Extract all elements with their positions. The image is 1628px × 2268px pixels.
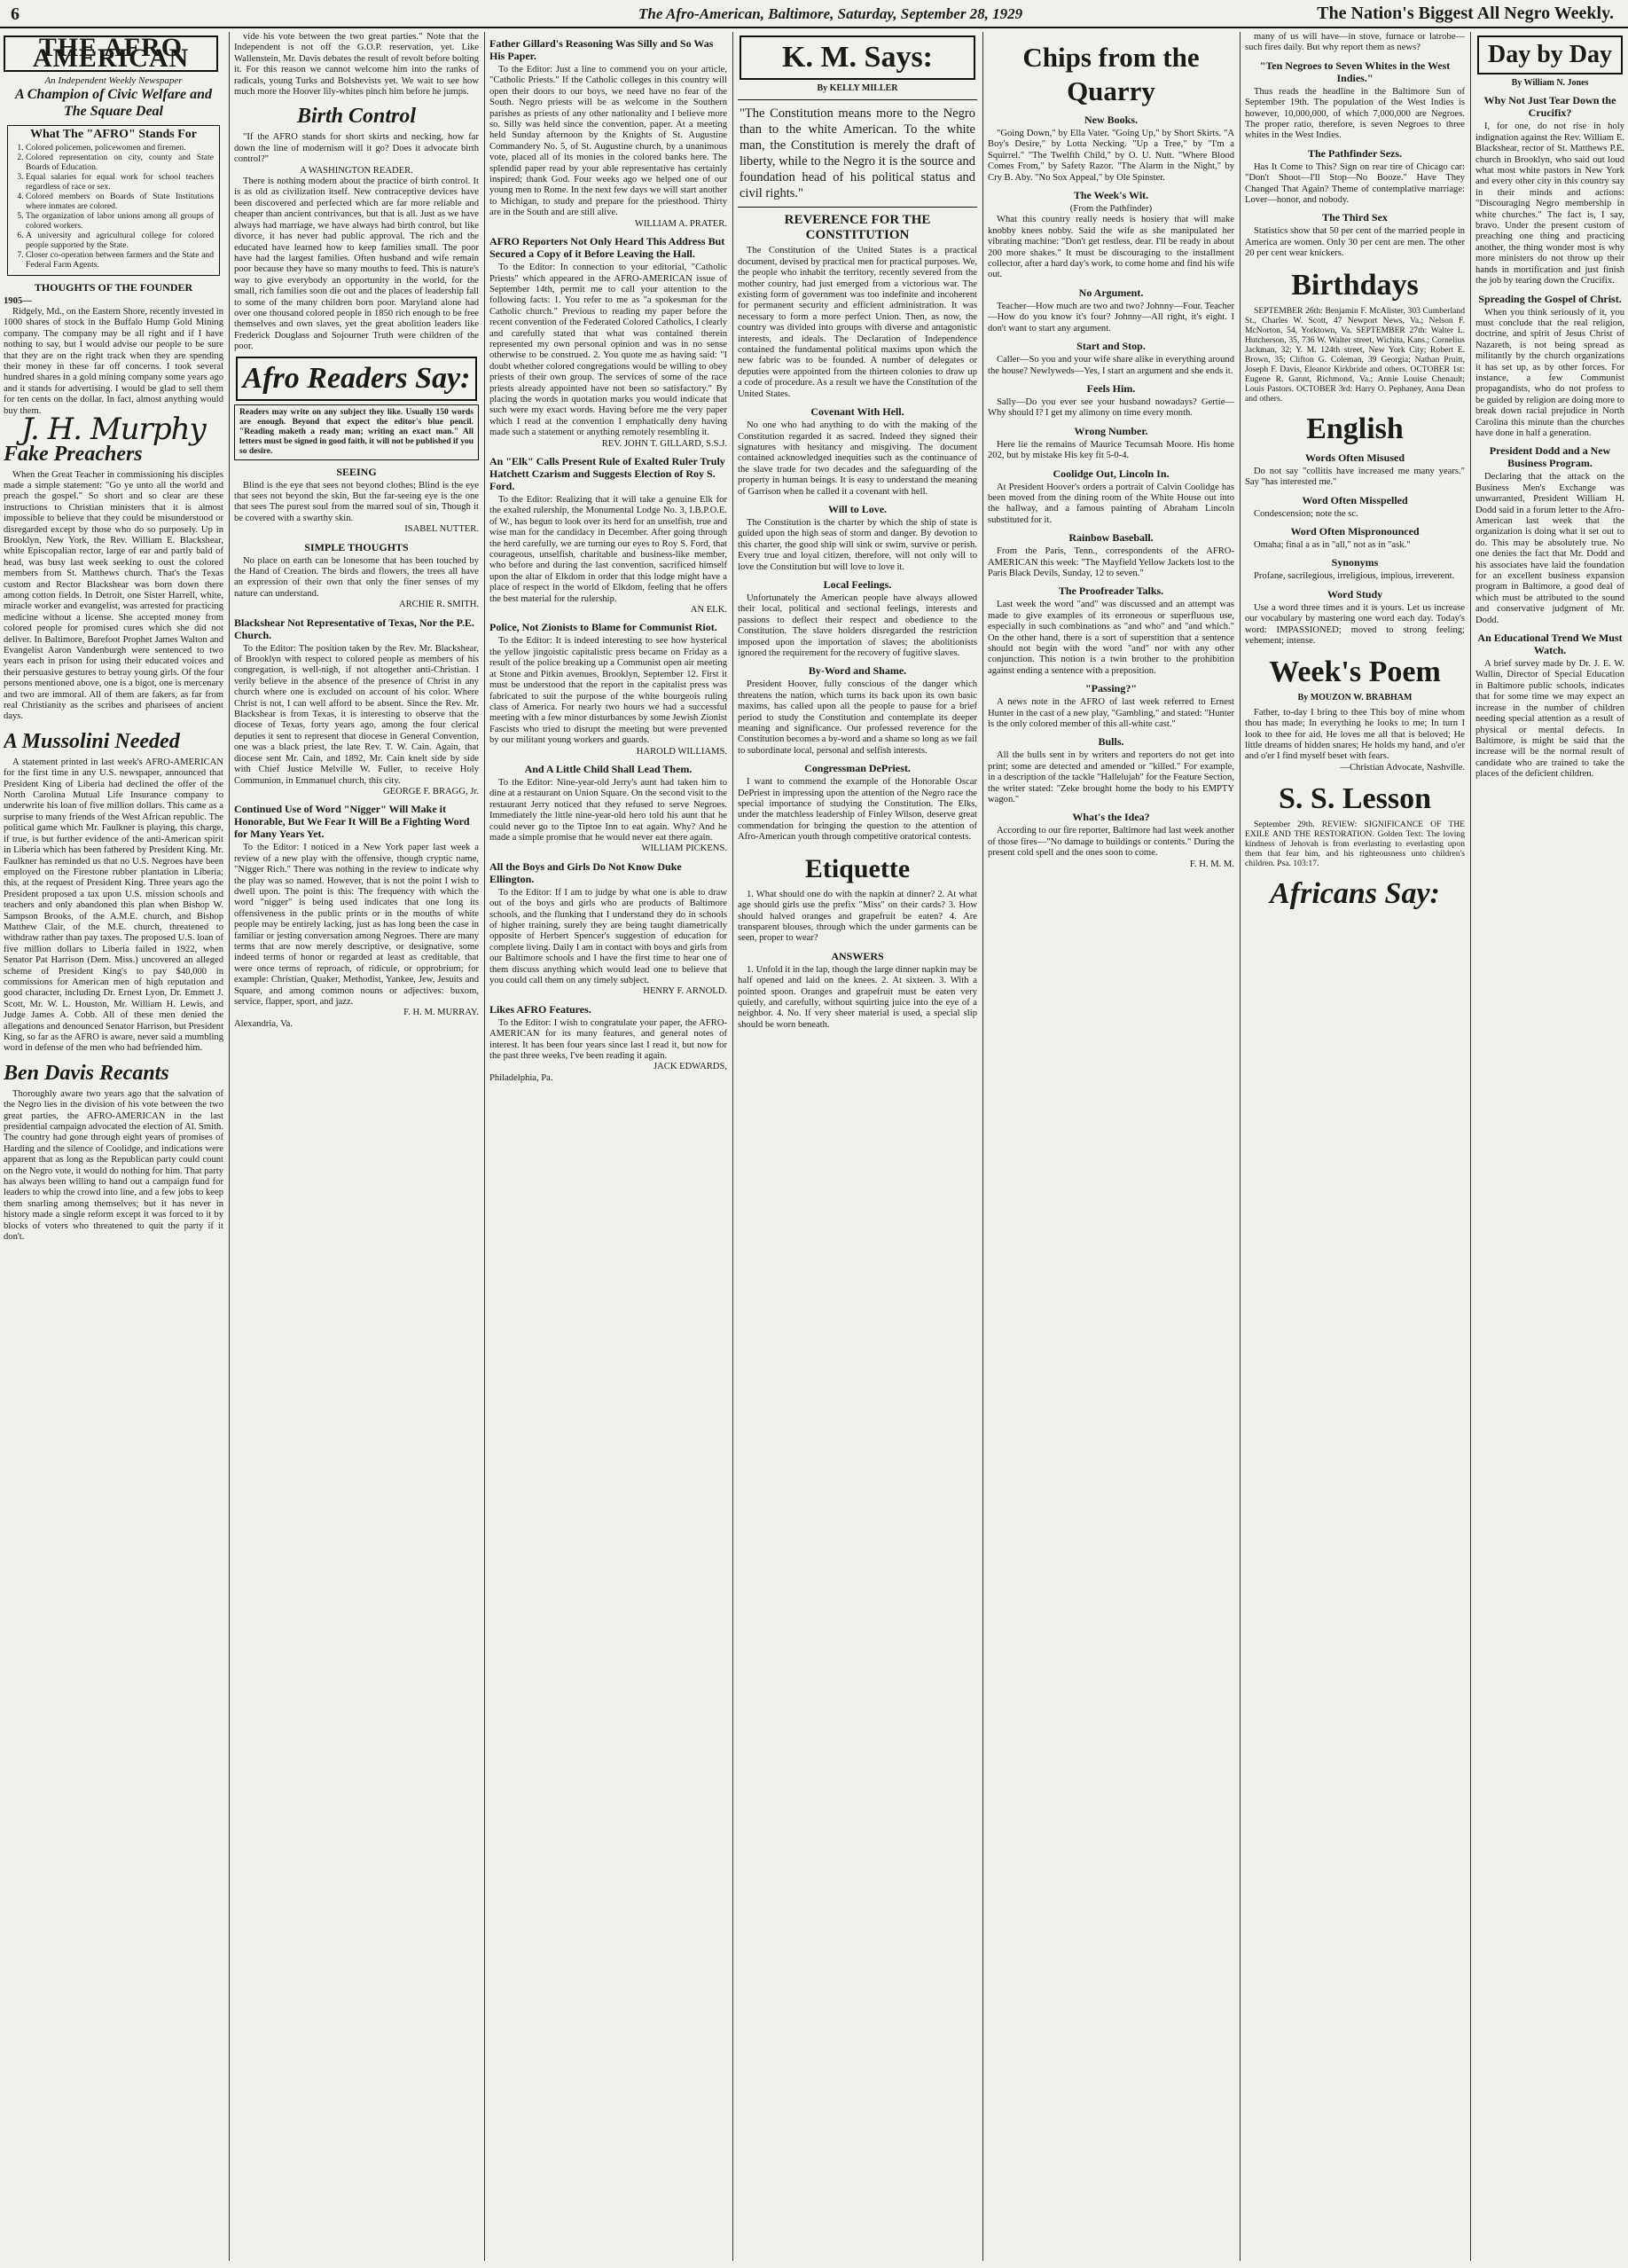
column-rule xyxy=(1240,32,1241,2261)
founder-head: THOUGHTS OF THE FOUNDER xyxy=(34,280,193,294)
column-letters-2: Father Gillard's Reasoning Was Silly and So Was His Paper. To the Editor: Just a line to commend you on your article, "Catholic Priests." If the Catholic colleges in this country will open their doors to our boys, we need have no fear of the South. Negro priests will be as welcome in the Southern parishes as priests of any other nationality and I believe more so. Silly was held since the convention, paper. At a meeting held Sunday afternoon by the Knights of St. Augustine Commandery No. 5, of St. Augustine church, by a unanimous vote, placed all of its monies in the colored banks here. The splendid paper read by your able representative has certainly inspired; thank God. Four weeks ago we helped one of our young men to Rome. In the next few days we will start another to Michigan, to study and prepare for the priesthood. Thirty are in the South and are still alive. WILLIAM A. PRATER. AFRO Reporters Not Only Heard This Address But Secured a Copy of it Before Leaving the Hall. To the Editor: In connection to your editorial, "Catholic Priests" which appeared in the AFRO-AMERICAN issue of September 14th, permit me to call your attention to the following facts: 1. You refer to me as "a spokesman for the Catholic church." Previous to reading my paper before the recent convention of the Federated Colored Catholics, I clearly and carefully stated that what was contained therein represented my own personal opinion and was in no sense otherwise to be construed. 2. You quote me as having said: "I doubt whether colored congregations would be willing to obey priests of their own group. The services of some of the race priests already appointed have not been so satisfactory." By placing the words in quotation marks you would indicate that such were my exact words. Having before me the very paper which I read at the convention I emphatically deny having made such a statement or anything remotely resembling it. REV. JOHN T. GILLARD, S.S.J. An "Elk" Calls Present Rule of Exalted Ruler Truly Hatchett Czarism and Suggests Election of Roy S. Ford. To the Editor: Realizing that it will take a genuine Elk for the exalted rulership, the Monumental Lodge No. 3, I.B.P.O.E. of W., has begun to look over its herd for an unselfish, true and wise man for the candidacy in December. After going through the herd carefully, we are turning our eyes to Roy S. Ford, that courageous, unselfish, charitable and business-like member, who before and during the last convention, sacrificed himself upon the altar of Elkdom in order that this lodge might have a place of respect in the world of Elkdom, feeling that he offers the best material for the rulership. AN ELK. Police, Not Zionists to Blame for Communist Riot. To the Editor: It is indeed interesting to see how hysterical the yellow jingoistic capitalistic press became on Friday as a result of the police breaking up a Communist open air meeting at Stone and Pitkin avenues, Brooklyn, September 12. First it must be understood that the report in the capitalist press was fabricated to suit the purpose of the white bourgeois ruling class of America. For nearly two hours we had a successful meeting with a few minor disturbances by some Jewish Zionist Fascists who tried to disrupt the meeting but were prevented by our militant young workers and guards. HAROLD WILLIAMS. And A Little Child Shall Lead Them. To the Editor: Nine-year-old Jerry's aunt had taken him to dine at a restaurant on Union Square. On the second visit to the restaurant Jerry noticed that they refused to serve Negroes. Immediately the little nine-year-old hero told his aunt that he could never go to the Tiptoe Inn to eat again. Why? And he made a simple promise that he would never eat there again. WILLIAM PICKENS. All the Boys and Girls Do Not Know Duke Ellington. To the Editor: If I am to judge by what one is able to draw out of the boys and girls who are products of Baltimore schools, and the flunking that I understand they do in schools of higher training, surely they are being taught diametrically opposite of Herbert Spencer's suggestion of education for complete living. Daily I am in contact with boys and girls from our Baltimore schools and I have the first time to hear one of them discuss anything which would lead one to believe that you could call them on any timely subject. HENRY F. ARNOLD. Likes AFRO Features. To the Editor: I wish to congratulate your paper, the AFRO-AMERICAN for its many features, and general notes of interest. It has been four years since last I read it, but now for the past three weeks, I've been reading it again. JACK EDWARDS, Philadelphia, Pa. xyxy=(489,37,727,1083)
third-sex-head: The Third Sex xyxy=(1322,211,1388,224)
weeks-poem-head: Week's Poem xyxy=(1269,655,1441,689)
word-study-head: Word Study xyxy=(1327,587,1383,600)
child-sig: WILLIAM PICKENS. xyxy=(641,844,727,854)
ss-lesson-head: S. S. Lesson xyxy=(1279,782,1431,816)
list-item: 6. A university and agricultural college for colored people supported by the State. xyxy=(26,231,214,250)
km-pullquote: "The Constitution means more to the Negro than to the white American. To the white man, the Constitution is merely the draft of liberty, while to the Negro it is the source and foundation head of his political status and civil rights." xyxy=(738,99,977,208)
gillard-sig: REV. JOHN T. GILLARD, S.S.J. xyxy=(601,438,727,449)
africans-say-head: Africans Say: xyxy=(1270,877,1440,911)
likes-sig: JACK EDWARDS, xyxy=(654,1062,727,1072)
police-sig: HAROLD WILLIAMS. xyxy=(636,746,727,757)
weeks-wit-head: The Week's Wit. xyxy=(1073,189,1149,202)
mispronounced-head: Word Often Mispronounced xyxy=(1290,524,1420,538)
stands-for-head: What The "AFRO" Stands For xyxy=(30,128,197,142)
slogan: The Nation's Biggest All Negro Weekly. xyxy=(1317,4,1614,23)
educational-head: An Educational Trend We Must Watch. xyxy=(1477,632,1623,657)
synonyms-head: Synonyms xyxy=(1331,556,1379,569)
passing-head: "Passing?" xyxy=(1084,682,1137,695)
column-chips: Chips from the Quarry New Books. "Going Down," by Ella Vater. "Going Up," by Short Skirts. "A Boy's Desire," by Lotta Necking. "Up a Tree," by "I'm a Squirrel." "The Twelfth Child," by O. U. Nutt. "Where Blood Comes From," by Safety Razor. "The Alarm in the Night," by Cry B. Aby. "No Sox Appeal," by Ole Spinster. The Week's Wit. (From the Pathfinder) What this country really needs is hosiery that will make knobby knees nobby. Said the wife as she manipulated her vibrating machine: "Don't get restless, dear. I'll be ready in about 200 more shakes." It must be discouraging to the installment collector, after a hard day's work, to come home and find his wife out. No Argument. Teacher—How much are two and two? Johnny—Four. Teacher—How do you know it's four? Johnny—All right, it's eight. I don't want to start any argument. Start and Stop. Caller—So you and your wife share alike in everything around the house? Newlyweds—Yes, I start an argument and she ends it. Feels Him. Sally—Do you ever see your husband nowadays? Gertie—Why should I? I get my alimony on time every month. Wrong Number. Here lie the remains of Maurice Tecumsah Moore. His home 202, but by mistake His key fit 5-0-4. Coolidge Out, Lincoln In. At President Hoover's orders a portrait of Calvin Coolidge has been moved from the dining room of the White House out into the hallway, and a famous painting of Abraham Lincoln substituted for it. Rainbow Baseball. From the Paris, Tenn., correspondents of the AFRO-AMERICAN this week: "The Mayfield Yellow Jackets lost to the Paris Black Devils, Sunday, 12 to seven." The Proofreader Talks. Last week the word "and" was discussed and an attempt was made to give examples of its erroneous or superfluous use, especially in such combinations as "and who" and "and which." On the other hand, there is a sort of superstition that a sentence should not begin with the word "and" nor with any other conjunction. This notion is a twin brother to the prohibition against ending a sentence with a preposition. "Passing?" A news note in the AFRO of last week referred to Ernest Hunter in the cast of a new play, "Gambling," and stated: "Hunter is the only colored member of this all-white cast." Bulls. All the bulls sent in by writers and reporters do not get into print; some are detected and amended or "killed." For example, in a description of the tackle "Hallelujah" for the Feature Section, the writer stated: "Zeke brought home the body to his EMPTY wagon." What's the Idea? According to our fire reporter, Baltimore had last week another of those fires—"No damage to buildings or contents." During the present cold spell and the ones soon to come. F. H. M. M. xyxy=(988,42,1234,869)
misused-head: Words Often Misused xyxy=(1304,451,1405,464)
covenant-head: Covenant With Hell. xyxy=(810,405,904,419)
elk-head: An "Elk" Calls Present Rule of Exalted Ruler Truly Hatchett Czarism and Suggests Election of Roy S. Ford. xyxy=(489,455,725,492)
prater-sig: WILLIAM A. PRATER. xyxy=(634,218,727,229)
negroes-head: "Ten Negroes to Seven Whites in the West Indies." xyxy=(1259,59,1451,84)
list-item: 1. Colored policemen, policewomen and firemen. xyxy=(26,143,214,153)
column-rule xyxy=(732,32,733,2261)
likes-place: Philadelphia, Pa. xyxy=(489,1072,553,1083)
spreading-head: Spreading the Gospel of Christ. xyxy=(1478,292,1622,305)
list-item: 4. Colored members on Boards of State Institutions where inmates are colored. xyxy=(26,192,214,211)
dodd-head: President Dodd and a New Business Program. xyxy=(1489,444,1611,470)
misspelled-head: Word Often Misspelled xyxy=(1302,493,1408,506)
motto: A Champion of Civic Welfare and The Square Deal xyxy=(14,87,213,120)
simple-thoughts-head: SIMPLE THOUGHTS xyxy=(304,540,409,553)
column-rule xyxy=(1470,32,1471,2261)
day-by-day-byline: By William N. Jones xyxy=(1511,78,1589,88)
local-feelings-head: Local Feelings. xyxy=(823,577,892,591)
english-head: English xyxy=(1306,412,1404,445)
birth-control-head: Birth Control xyxy=(296,105,417,129)
list-item: 5. The organization of labor unions among all groups of colored workers. xyxy=(26,211,214,231)
birth-control-sig: A WASHINGTON READER. xyxy=(300,165,413,176)
nigger-word-sig: F. H. M. MURRAY. xyxy=(403,1008,479,1018)
column-day-by-day: Day by Day By William N. Jones Why Not Just Tear Down the Crucifix? I, for one, do not rise in holy indignation against the Rev. William E. Blackshear, rector of St. Matthews P.E. church in Brooklyn, who said out loud what most white pastors in New York and every other city in this country say in their minds and actions: "Discouraging Negro membership in white churches." The fact is, I say, bravo. Under the present custom of preaching one thing and practicing another, the thing wonder most is why more ministers do not throw up their hands in mortification and just finish the job by tearing down the Crucifix. Spreading the Gospel of Christ. When you think seriously of it, you must conclude that the real religion, doctrine, and spirit of Jesus Christ of Nazareth, is not being spread as militantly by the church organizations it has set up, as by other forces. For instance, a few Communist propagandists, who do not profess to be guided by religion are doing more to break down racial prejudice in North Carolina this minute than the churches have done in half a generation. President Dodd and a New Business Program. Declaring that the attack on the Business Men's Exchange was unwarranted, President William H. Dodd said in a forum letter to the Afro-American last week that the organization is doing what it set out to do. This may be absolutely true. No one denies the fact that Mr. Dodd and his associates have laid the foundation for an excellent business expansion program in Baltimore, a good deal of which must be attributed to the sound and conservative judgment of Mr. Dodd. An Educational Trend We Must Watch. A brief survey made by Dr. J. E. W. Wallin, Director of Special Education in Baltimore public schools, indicates that for some time we may expect an increase in the number of children needing special attention as a result of physical or mental defects. In Baltimore, is might be said that the increase will be the normal result of candidate who are trained to take the places of the deficient children. xyxy=(1475,32,1624,2263)
boys-head: All the Boys and Girls Do Not Know Duke Ellington. xyxy=(489,859,682,885)
column-features: many of us will have—in stove, furnace or latrobe—such fires daily. But why report them as news? "Ten Negroes to Seven Whites in the West Indies." Thus reads the headline in the Baltimore Sun of September 19th. The population of the West Indies is however, 10,000,000, of which 7,000,000 are Negroes. The proper ratio, therefore, is seven Negroes to three whites in the West Indies. The Pathfinder Sezs. Has It Come to This? Sign on rear tire of Chicago car: "Don't Shoot—I'll Stop—No Booze." Have They Changed That Again? Theme of contemplative marriage: Lover—honor, and nobody. The Third Sex Statistics show that 50 per cent of the married people in America are women. Only 30 per cent are men. The other 20 per cent wear knickers. Birthdays SEPTEMBER 26th: Benjamin F. McAlister, 303 Cumberland St., Charles W. Scott, 47 Newport News, Va.; Nelson F. McNorton, 54, Yorktown, Va. SEPTEMBER 27th: Walter L. Hutcherson, 35, 736 W. Walter street, Wichita, Kans.; Cornelius Jackman, 32; Y. M. 124th street, New York City; Robert E. Brown, 35; Clifton G. Coleman, 39 Georgia; Nathan Pruitt, Joseph F. Davis, Eleanor Kirkbride and others. OCTOBER 1st: Eugene R. Gannt, Richmond, Va.; Annie Louise Chenault; Louis Pastors. OCTOBER 3rd: Harry O. Pephaney, Anna Dean and others. English Words Often Misused Do not say "collitis have increased me many years." Say "has interested me." Word Often Misspelled Condescension; note the sc. Word Often Mispronounced Omaha; final a as in "all," not as in "ask." Synonyms Profane, sacrilegious, irreligious, impious, irreverent. Word Study Use a word three times and it is yours. Let us increase our vocabulary by mastering one word each day. Today's word: IMPASSIONED; moved to strong feeling; vehement; intense. Week's Poem By MOUZON W. BRABHAM Father, to-day I bring to thee This boy of mine whom thou has made; In everything he looks to me; In turn I look to thee for aid. He loves me all that is beloved; He little dreams of hidden snares; He holds my hand, and o'er and o'er I find myself beset with fears. —Christian Advocate, Nashville. S. S. Lesson September 29th. REVIEW: SIGNIFICANCE OF THE EXILE AND THE RESTORATION. Golden Text: The loving kindness of Jehovah is from everlasting to everlasting upon them that fear him, and his righteousness unto children's children. Psa. 103:17. Africans Say: xyxy=(1245,32,1465,911)
proofreader-head: The Proofreader Talks. xyxy=(1058,585,1164,598)
list-item: 3. Equal salaries for equal work for school teachers regardless of race or sex. xyxy=(26,172,214,192)
answers-head: ANSWERS xyxy=(831,949,884,962)
blackshear-sig: GEORGE F. BRAGG, Jr. xyxy=(382,786,479,797)
etiquette-head: Etiquette xyxy=(804,853,911,883)
boys-sig: HENRY F. ARNOLD. xyxy=(643,986,727,997)
birthdays-head: Birthdays xyxy=(1291,268,1419,302)
gillard-head: Father Gillard's Reasoning Was Silly and So Was His Paper. xyxy=(489,37,714,62)
byword-head: By-Word and Shame. xyxy=(808,664,907,678)
day-by-day-title: Day by Day xyxy=(1477,35,1623,75)
feels-him-head: Feels Him. xyxy=(1086,381,1136,395)
nigger-word-place: Alexandria, Va. xyxy=(234,1018,293,1029)
chips-title: Chips from the Quarry xyxy=(1022,42,1200,106)
fake-preachers-head: Fake Preachers xyxy=(4,442,143,466)
ben-davis-head: Ben Davis Recants xyxy=(4,1061,169,1085)
mussolini-head: A Mussolini Needed xyxy=(4,729,180,753)
reporters-head: AFRO Reporters Not Only Heard This Address But Secured a Copy of it Before Leaving the Hall. xyxy=(489,235,725,261)
whats-idea-head: What's the Idea? xyxy=(1072,811,1150,824)
will-to-love-head: Will to Love. xyxy=(827,502,888,515)
km-says-title: K. M. Says: xyxy=(740,35,975,80)
bulls-head: Bulls. xyxy=(1098,735,1124,749)
elk-sig: AN ELK. xyxy=(690,605,727,616)
logo-subtitle: An Independent Weekly Newspaper xyxy=(44,75,183,86)
coolidge-head: Coolidge Out, Lincoln In. xyxy=(1053,467,1170,480)
column-rule xyxy=(484,32,485,2261)
stands-for-box xyxy=(7,125,220,275)
list-item: 7. Closer co-operation between farmers and the State and Federal Farm Agents. xyxy=(26,250,214,270)
stands-for-list xyxy=(26,143,214,270)
afro-american-logo: THE AFRO AMERICAN xyxy=(4,35,218,72)
blackshear-head: Blackshear Not Representative of Texas, Nor the P.E. Church. xyxy=(234,616,474,641)
depriest-head: Congressman DePriest. xyxy=(804,762,911,775)
afro-readers-say-head: Afro Readers Say: xyxy=(236,357,477,401)
dateline: The Afro-American, Baltimore, Saturday, September 28, 1929 xyxy=(638,5,1023,22)
new-books-head: New Books. xyxy=(1084,114,1138,126)
pathfinder-head: The Pathfinder Sezs. xyxy=(1307,146,1403,160)
poem-byline: By MOUZON W. BRABHAM xyxy=(1297,693,1413,703)
masthead xyxy=(0,0,1628,28)
column-letters-1: vide his vote between the two great parties." Note that the Independent is not off the G.O.P. reservation, yet. Like Wallenstein, Mr. Davis debates the result of revolt before bolting it. For this reason we cannot welcome him into the ranks of radicals, young Turks and Bolshevists yet. We wait to see how much more the Hoover lily-whites pinch him before he jumps. Birth Control "If the AFRO stands for short skirts and necking, how far down the line of modernism will it go? Does it advocate birth control?" A WASHINGTON READER. There is nothing modern about the practice of birth control. It is as old as civilization itself. New contraceptive devices have been discovered and perfected which are far more reliable and cheaper than ancient contrivances, but that is all. Just as we have always had marriage, we have always had birth control, but like divorce, it has never had public approval. The rich and the educated have learned how to keep families small. The poor have had the largest families. Often husband and wife remain poor because they have so many mouths to feed. This is nature's way to give everybody an opportunity in the world, for the small, rich families soon die out and the places of leadership fall to some of the many children born poor. Maryland alone had over one thousand colored people in 1850 rich enough to be free themselves and own slaves, yet the great abolition leaders like Frederick Douglass and Sojourner Truth were children of the poor. Afro Readers Say: Readers may write on any subject they like. Usually 150 words are enough. Beyond that expect the editor's blue pencil. "Reading maketh a ready man; writing an exact man." All letters must be signed in good faith, it will not be published if you so desire. SEEING Blind is the eye that sees not beyond clothes; Blind is the eye that sees not beyond the skin, But the far-seeing eye is the one that sees The purest soul from the marred soul of sin, Though it be covered with a swarthy skin. ISABEL NUTTER. SIMPLE THOUGHTS No place on earth can be lonesome that has been touched by the Hand of Creation. The birds and flowers, the trees all have an expression of their own that only the finer senses of my nature can understand. ARCHIE R. SMITH. Blackshear Not Representative of Texas, Nor the P.E. Church. To the Editor: The position taken by the Rev. Mr. Blackshear, of Brooklyn with respect to colored people as members of his congregation, is well-nigh, if not altogether anti-Christian. I verily believe in the absence of the presence of Christ in any church where one is excluded on account of his color. Where Christ is not, I can well afford to be absent. Since the Rev. Mr. Blackshear is from Texas, it is interesting to observe that the diocese of Texas, forty years ago, among the four clerical deputies it sent to represent that diocese in General Convention, one was a black priest, the late Rev. T. W. Cain. Again, that diocese sent Mr. Cain, and 1892, Mr. Cain knelt side by side with Chief Justice Melville W. Fuller, to receive Holy Communion, in Emmanuel church, this city. GEORGE F. BRAGG, Jr. Continued Use of Word "Nigger" Will Make it Honorable, But We Fear It Will Be a Fighting Word for Many Years Yet. To the Editor: I noticed in a New York paper last week a review of a new play with the offensive, though cryptic name, "Nigger Rich." There was nothing in the review to indicate why the play was so named. However, that is not the point I wish to dwell upon. The point is this: The frequency with which the word "nigger" is being used indicates that one long its offensiveness in the public prints or in the mouths of white people may be entirely lacking, just as has long been the case in familiar or jesting conversation among Negroes. There are many terms that are now merely descriptive, or designative, some indeed terms of honor or regarded at least as creditable, that were once terms of reproach, of ridicule, or opprobrium; for example: Christian, Quaker, Methodist, Yankee, Jew, Jesuits and Square, and among common nouns or adjectives: buxom, service, flapper, sport, and jazz. F. H. M. MURRAY. Alexandria, Va. xyxy=(234,32,479,1029)
fhmm-sig: F. H. M. M. xyxy=(1189,859,1234,869)
wrong-number-head: Wrong Number. xyxy=(1074,424,1148,437)
no-argument-head: No Argument. xyxy=(1078,286,1144,299)
seeing-head: SEEING xyxy=(336,465,377,478)
rainbow-head: Rainbow Baseball. xyxy=(1068,531,1154,545)
column-rule xyxy=(229,32,230,2261)
why-not-head: Why Not Just Tear Down the Crucifix? xyxy=(1483,94,1616,120)
readers-note: Readers may write on any subject they like. Usually 150 words are enough. Beyond that expect the editor's blue pencil. "Reading maketh a ready man; writing an exact man." All letters must be signed in good faith, it will not be published if you so desire. xyxy=(234,404,479,460)
nigger-word-head: Continued Use of Word "Nigger" Will Make it Honorable, But We Fear It Will Be a Fighting Word for Many Years Yet. xyxy=(234,803,470,841)
founder-signature: J. H. Murphy xyxy=(21,412,206,448)
poem-sig: —Christian Advocate, Nashville. xyxy=(1340,762,1465,773)
child-head: And A Little Child Shall Lead Them. xyxy=(524,762,693,775)
police-head: Police, Not Zionists to Blame for Communist Riot. xyxy=(489,621,717,634)
likes-head: Likes AFRO Features. xyxy=(489,1002,591,1016)
simple-thoughts-sig: ARCHIE R. SMITH. xyxy=(398,600,479,610)
km-byline: By KELLY MILLER xyxy=(817,83,898,93)
column-kelly-miller: K. M. Says: By KELLY MILLER "The Constitution means more to the Negro than to the white American. To the white man, the Constitution is merely the draft of liberty, while to the Negro it is the source and foundation head of his political status and civil rights." REVERENCE FOR THE CONSTITUTION The Constitution of the United States is a practical document, devised by practical men for practical purposes. We, the people who inhabit the territory, recently severed from the mother country, had just emerged from a victorious war. The existing form of government was too indefinite and incoherent for permanent security and efficient administration. It was necessary to form a more perfect Union. Then, as now, the country was divided into groups with diverse and antagonistic interests, and ideals. The Declaration of Independence contained the fundamental political maxims upon which the new fabric was to be founded. A number of delegates or deputies were appointed from the thirteen colonies to draw up a code of procedure. As a result we have the Constitution of the United States. Covenant With Hell. No one who had anything to do with the making of the Constitution regarded it as sacred. Indeed they signed their signatures with hesitancy and misgiving. The document contained acknowledged inequities such as the continuance of the slave trade for two decades and the safeguarding of the property in human beings. It is easy to understand the meaning of Garrison when he called it a covenant with hell. Will to Love. The Constitution is the charter by which the ship of state is guided upon the high seas of storm and danger. By devotion to this charter, the good ship will sink or swim, survive or perish. Every true and loyal citizen, therefore, will not only will to love the Constitution but will love to love it. Local Feelings. Unfortunately the American people have always allowed their local, political and sectional feelings, interests and passions to deflect their respect and obedience to the Constitution. The slave holders disregarded the restriction imposed upon the importation of slaves; the abolitionists ignored the requirement for the recovery of fugitive slaves. By-Word and Shame. President Hoover, fully conscious of the danger which threatens the nation, which turns its back upon its own basic maxims, has called upon all the people to pause for a brief period to study the Constitution and contemplate its deeper meaning and significance. Our professed reverence for the Constitution becomes a by-word and a shame so long as we fail to subordinate local, personal and selfish interests. Congressman DePriest. I want to commend the example of the Honorable Oscar DePriest in impressing upon the attention of the Negro race the special importance of studying the Constitution. The Elks, under the matchless leadership of Finley Wilson, deserve great commendation for bringing the question to the attention of Afro-American youth through competitive oratorical contests. Etiquette 1. What should one do with the napkin at dinner? 2. At what age should girls use the prefix "Miss" on their cards? 3. How should halved oranges and grapefruit be eaten? 4. Are transparent blouses, through which the under garments can be seen, proper to wear? ANSWERS 1. Unfold it in the lap, though the large dinner napkin may be half opened and laid on the knees. 2. At sixteen. 3. With a pointed spoon. Oranges and grapefruit must be eaten very quietly, and carefully, without squirting juice into the eye of a neighbor. 4. No. If very sheer material is used, a special slip should be worn beneath. xyxy=(738,32,977,2263)
column-rule xyxy=(982,32,983,2261)
start-stop-head: Start and Stop. xyxy=(1076,340,1146,353)
founder-year: 1905— xyxy=(4,295,32,306)
reverence-head: REVERENCE FOR THE CONSTITUTION xyxy=(784,213,931,243)
seeing-sig: ISABEL NUTTER. xyxy=(404,524,479,535)
page-number: 6 xyxy=(11,4,20,24)
list-item: 2. Colored representation on city, county and State Boards of Education. xyxy=(26,153,214,172)
weeks-wit-source: (From the Pathfinder) xyxy=(1069,204,1153,215)
column-editorial: THE AFRO AMERICAN An Independent Weekly Newspaper A Champion of Civic Welfare and The Square Deal What The "AFRO" Stands For 1. Colored policemen, policewomen and firemen. 2. Colored representation on city, county and State Boards of Education. 3. Equal salaries for equal work for school teachers regardless of race or sex. 4. Colored members on Boards of State Institutions where inmates are colored. 5. The organization of labor unions among all groups of colored workers. 6. A university and agricultural college for colored people supported by the State. 7. Closer co-operation between farmers and the State and Federal Farm Agents. THOUGHTS OF THE FOUNDER 1905— Ridgely, Md., on the Eastern Shore, recently invested in 1000 shares of stock in the Buffalo Hump Gold Mining company. The company may be all right and if I have nothing to say, but I would advise our people to be sure that they are on the right track when they are spending their money in these far off concerns. I took several hundred shares in a gold mining company some years ago and it stands for advertising. I would be glad to sell them for ten cents on the dollar. In fact, almost anything would buy them. J. H. Murphy Fake Preachers When the Great Teacher in commissioning his disciples made a simple statement: "Go ye unto all the world and preach the gospel." So short and so clear are these instructions to Christian ministers that it is almost impossible to believe that they could be misunderstood or disregarded except by those who do so purposely. Up in Brooklyn, New York, the Rev. William E. Blackshear, white Episcopalian rector, large of ear and partly bald of head, was busy last week seeking to oust the colored members from St. Matthews church. That's the Texas custom and Rector Blackshear was born down there among cotton fields. In Detroit, one Sister Harrell, white, miracle worker and evangelist, was arrested for practicing medicine without a license. She accepted money from colored people for promised cures which she did not deliver. In Baltimore, Barefoot Prophet James Walton and Evangelist Aaron Vandenburgh were sentenced to two years each in prison for using their educated voices and their persuasive gestures to betray young girls. Of the four persons mentioned above, one is a bigot, one is mercenary and two are immoral. All of them are fakers, as far from real Christianity as the scribes and pharisees of ancient days. A Mussolini Needed A statement printed in last week's AFRO-AMERICAN for the first time in any U.S. newspaper, announced that President King of Liberia had declined the offer of the North Carolina Mutual Life Insurance company to underwrite his loan of five million dollars. This came as a surprise to many friends of the West African republic. The political game which Mr. Faulkner is playing, this charge, if true, is but further evidence of the anti-American spirit in Liberia which has been fathered by President King. Mr. Faulkner has reminded us that no U.S. Negroes have been employed on the Firestone rubber plantation in Liberia; this, at the request of President King. Three years ago the President proposed a tax upon U.S. mission schools and teachers and only abandoned this plan when Bishop W. Sampson Brooks, of the A.M.E. church, and Bishop Matthew Clair, of the M.E. church, threatened to withdraw rather than pay taxes. The proposed U.S. loan of five million dollars to Liberia failed in 1922, when Senator Pat Harrison (Dem. Miss.) uncovered an alleged scheme of President King's to pay $40,000 in commissions for American men of high reputation and good character, including Dr. Ernest Lyon, Dr. Emmett J. Scott, Mr. W. L. Houston, Mr. William H. Lewis, and Judge James A. Cobb. All of these men denied the allegations and denounced Senator Harrison, but President King, so far as the AFRO is aware, never said a mumbling word in defense of the men who had befriended him. Ben Davis Recants Thoroughly aware two years ago that the salvation of the Negro lies in the division of his vote between the two great parties, the AFRO-AMERICAN in the last presidential campaign advocated the election of Al. Smith. The country had gone through eight years of promises of Harding and the silence of Coolidge, and indications were apparent that as long as the Republican party could count on the Negro vote, it would do nothing for him. That party has always been willing to hand out a campaign fund for leaders to whip the crowd into line, and a few jobs to keep them snarling among themselves; but it has never in history made a single reform except it was forced to it by blocks of voters who threatened to quit the party if it don't. xyxy=(4,32,223,2263)
